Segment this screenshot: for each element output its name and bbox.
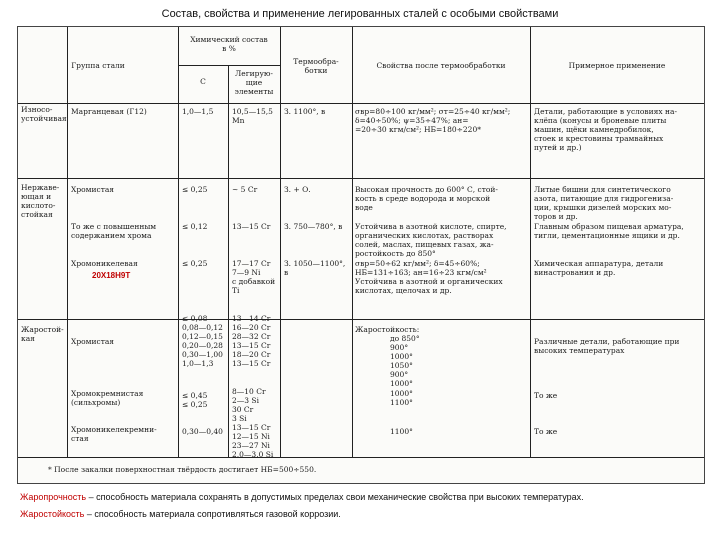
r2-group: Нержаве- ющая и кислото- стойкая xyxy=(21,183,60,219)
r3-props3: 1100° xyxy=(390,427,413,436)
r3-c3: 0,30—0,40 xyxy=(182,427,223,436)
row-divider-3 xyxy=(18,457,704,458)
r1-group: Износо- устойчивая xyxy=(21,105,67,123)
row-divider-2 xyxy=(18,319,704,320)
r3-steel1: Хромистая xyxy=(71,337,115,346)
col-divider-e xyxy=(352,27,353,457)
r3-group: Жаростой- кая xyxy=(21,325,64,343)
definition-text: – способность материала сопротивляться газовой коррозии. xyxy=(84,509,341,519)
r2-apps2: Главным образом пищевая арматура, тигли, цементационные ящики и др. xyxy=(534,222,684,240)
r2-heat3: З. 1050—1100°, в xyxy=(284,259,346,277)
r3-apps2: То же xyxy=(534,391,558,400)
r1-heat: З. 1100°, в xyxy=(284,107,326,116)
r3-apps3: То же xyxy=(534,427,558,436)
footnote: * После закалки поверхностная твёрдость достигает HБ=500÷550. xyxy=(48,465,317,474)
r1-steel: Марганцевая (Г12) xyxy=(71,107,147,116)
r3-alloy2: 8—10 Cr 2—3 Si 30 Cr 3 Si xyxy=(232,387,266,423)
r1-apps: Детали, работающие в условиях на- клёпа (конусы и броневые плиты машин, щёки камнедробилок, стоек и крестовины трамвайных путей и др.) xyxy=(534,107,678,152)
header-group: Группа стали xyxy=(71,61,125,70)
definition-scale-resistance xyxy=(20,509,341,520)
r2-steel1: Хромистая xyxy=(71,185,115,194)
col-divider-d xyxy=(280,27,281,457)
col-divider-f xyxy=(530,27,531,457)
r3-steel3: Хромоникелекремни- стая xyxy=(71,425,157,443)
r2-apps1: Литые бишни для синтетического азота, питающие для гидрогениза- ции, крышки дизелей морских мо- торов и др. xyxy=(534,185,674,221)
r1-alloy: 10,5—15,5 Mn xyxy=(232,107,273,125)
r1-c: 1,0—1,5 xyxy=(182,107,214,116)
r2-heat2: З. 750—780°, в xyxy=(284,222,343,231)
r2-steel2: То же с повышенным содержанием хрома xyxy=(71,222,157,240)
header-apps: Примерное применение xyxy=(568,61,666,70)
definition-term: Жаропрочность xyxy=(20,492,87,502)
chem-subheader-line xyxy=(178,65,280,66)
header-heat: Термообра- ботки xyxy=(293,57,339,75)
r2-heat1: З. + О. xyxy=(284,185,311,194)
steel-grade-label: 20Х18Н9Т xyxy=(92,271,131,280)
col-divider-c xyxy=(228,65,229,457)
header-chem: Химический состав в % xyxy=(190,35,268,53)
r2-c3: ≤ 0,25 xyxy=(182,259,208,268)
r2-props3: σвр=50÷62 кг/мм²; δ=45÷60%; HБ=131÷163; aн=16÷23 кгм/см² Устойчива в азотной и органических кислотах, щелочах и др. xyxy=(355,259,503,295)
r3-c1: ≤ 0,08 0,08—0,12 0,12—0,15 0,20—0,28 0,30—1,00 1,0—1,3 xyxy=(182,314,223,368)
r3-c2: ≤ 0,45 ≤ 0,25 xyxy=(182,391,208,409)
header-props: Свойства после термообработки xyxy=(376,61,506,70)
r2-alloy3: 17—17 Cr 7—9 Ni с добавкой Ti xyxy=(232,259,276,295)
r3-alloy3: 13—15 Cr 12—15 Ni 23—27 Ni 2,0—3,0 Si xyxy=(232,423,274,459)
r2-c2: ≤ 0,12 xyxy=(182,222,208,231)
r3-props-vals: до 850° 900° 1000° 1050° 900° 1000° xyxy=(390,334,420,388)
r3-props2: 1000° 1100° xyxy=(390,389,413,407)
header-divider xyxy=(18,103,704,104)
definition-heat-resistance xyxy=(20,492,584,503)
steel-table-scan xyxy=(17,26,705,484)
r3-steel2: Хромокремнистая (сильхромы) xyxy=(71,389,144,407)
definition-text: – способность материала сохранять в допустимых пределах свои механические свойства при высоких температурах. xyxy=(86,492,584,502)
r2-props1: Высокая прочность до 600° С, стой- кость в среде водорода и морской воде xyxy=(355,185,498,212)
r3-props-title: Жаростойкость: xyxy=(355,325,420,334)
col-divider-a xyxy=(67,27,68,457)
r2-c1: ≤ 0,25 xyxy=(182,185,208,194)
r2-alloy1: ~ 5 Cr xyxy=(232,185,258,194)
r3-alloy1: 13—14 Cr 16—20 Cr 28—32 Cr 13—15 Cr 18—20 Cr 13—15 Cr xyxy=(232,314,271,368)
r2-steel3: Хромоникелевая xyxy=(71,259,138,268)
r2-alloy2: 13—15 Cr xyxy=(232,222,271,231)
r2-apps3: Химическая аппаратура, детали винастрования и др. xyxy=(534,259,664,277)
r3-apps1: Различные детали, работающие при высоких температурах xyxy=(534,337,680,355)
definition-term: Жаростойкость xyxy=(20,509,85,519)
page-title: Состав, свойства и применение легированных сталей с особыми свойствами xyxy=(161,8,559,20)
header-alloy: Легирую- щие элементы xyxy=(234,69,274,96)
col-divider-b xyxy=(178,27,179,457)
r2-props2: Устойчива в азотной кислоте, спирте, органических кислотах, растворах солей, маслах, пищевых газах, жа- ростойкость до 850° xyxy=(355,222,507,258)
r1-props: σвр=80÷100 кг/мм²; σт=25÷40 кг/мм²; δ=40÷50%; ψ=35÷47%; aн= =20÷30 кгм/см²; HБ=180÷220* xyxy=(355,107,511,134)
row-divider-1 xyxy=(18,178,704,179)
header-c: C xyxy=(200,77,206,86)
